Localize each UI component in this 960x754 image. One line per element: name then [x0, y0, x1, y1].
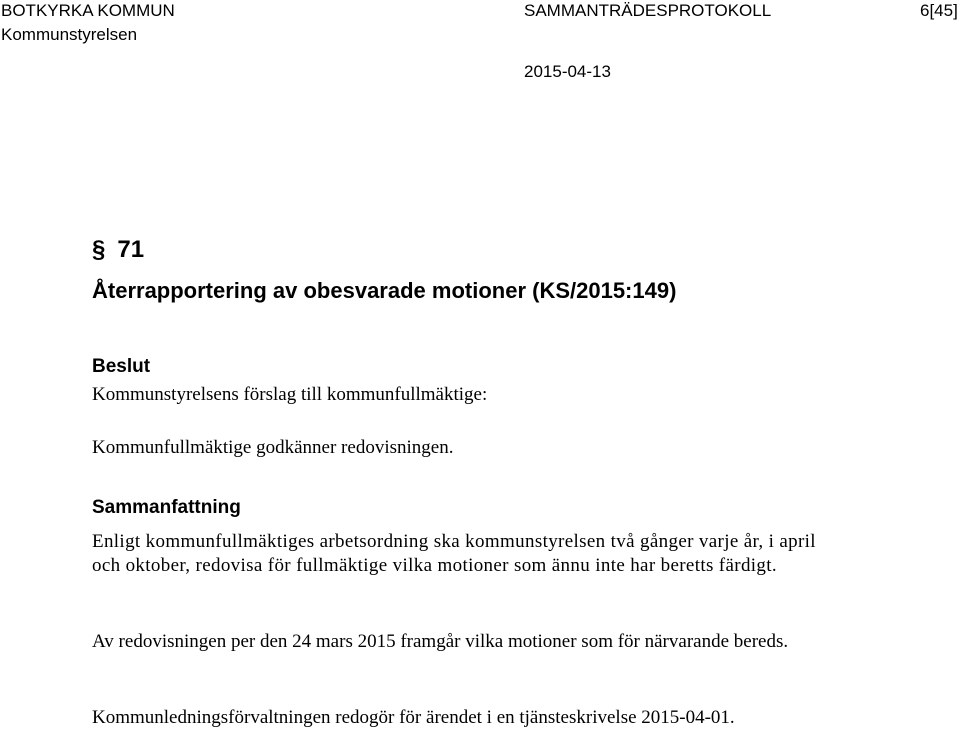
beslut-heading: Beslut — [92, 356, 151, 377]
body-name: Kommunstyrelsen — [1, 25, 138, 44]
beslut-line-decision: Kommunfullmäktige godkänner redovisningen. — [92, 437, 454, 458]
summary-paragraph-rules: Enligt kommunfullmäktiges arbetsordning ska kommunstyrelsen två gånger varje år, i april och oktober, redovisa för fullmäktige vilka motioner som ännu inte har beretts färdigt. — [92, 531, 816, 576]
section-title: Återrapportering av obesvarade motioner (KS/2015:149) — [92, 278, 677, 303]
sammanfattning-heading: Sammanfattning — [92, 497, 241, 518]
organization-name: BOTKYRKA KOMMUN — [1, 1, 175, 20]
paragraph-sign: § — [92, 236, 106, 263]
document-type: SAMMANTRÄDESPROTOKOLL — [524, 1, 772, 20]
summary-paragraph-memo: Kommunledningsförvaltningen redogör för ärendet i en tjänsteskrivelse 2015-04-01. — [92, 707, 735, 728]
summary-paragraph-report: Av redovisningen per den 24 mars 2015 framgår vilka motioner som för närvarande bereds. — [92, 631, 789, 652]
beslut-line-proposal: Kommunstyrelsens förslag till kommunfullmäktige: — [92, 384, 488, 405]
paragraph-number-line — [92, 236, 144, 264]
paragraph-number: 71 — [117, 236, 145, 263]
meeting-date: 2015-04-13 — [524, 62, 611, 81]
page-number: 6[45] — [920, 1, 958, 20]
